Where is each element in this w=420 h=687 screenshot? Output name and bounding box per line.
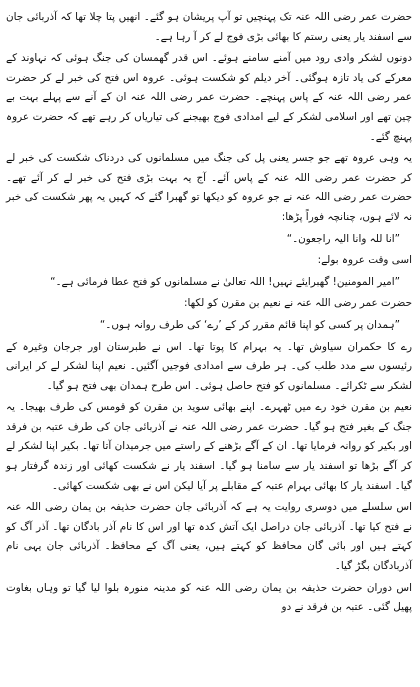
paragraph-4: اسی وقت عروہ بولے: bbox=[317, 254, 412, 267]
paragraph-8: اس سلسلے میں دوسری روایت یہ ہے کہ آذربائی جان حضرت حذیفہ بن یمان رضی اللہ عنہ نے فتح کیا تھا۔ آذربائی جان دراصل ایک آتش کدہ تھا اور اس کا نام آذر بادگان تھا۔ آذر آگ کو کہتے ہیں اور بائی گان محافظ کو کہتے ہیں، یعنی آگ کے محافظ۔ آذربائی جان یہی نام آذربادگان بگڑ گیا۔ bbox=[6, 501, 412, 573]
paragraph-3: یہ وہی عروہ تھے جو جسر یعنی پل کی جنگ میں مسلمانوں کی دردناک شکست کی خبر لے کر حضرت عمر رضی اللہ عنہ کے پاس آئے۔ آج یہ بہت بڑی فتح کی خبر لے کر آئے تھے۔ حضرت عمر رضی اللہ عنہ نے جو عروہ کو دیکھا تو گھبرا گئے کہ کہیں یہ پھر شکست کی خبر نہ لائے ہوں، چنانچہ فوراً پڑھا: bbox=[6, 152, 412, 223]
paragraph-1: حضرت عمر رضی اللہ عنہ تک پہنچیں تو آپ پریشان ہو گئے۔ انھیں پتا چلا تھا کہ آذربائی جان سے اسفند یار یعنی رستم کا بھائی بڑی فوج لے کر آ رہا ہے۔ bbox=[6, 11, 412, 43]
quote-hamdan-order: ”ہمدان پر کسی کو اپنا قائم مقرر کر کے ’رے‘ کی طرف روانہ ہوں۔“ bbox=[99, 318, 400, 331]
paragraph-7: نعیم بن مقرن خود رے میں ٹھہرے۔ اپنے بھائی سوید بن مقرن کو قومس کی طرف بھیجا۔ یہ جنگ کے بغیر فتح ہو گیا۔ حضرت عمر رضی اللہ عنہ نے آذربائی جان کی طرف عتبہ بن فرقد اور بکیر کو روانہ فرمایا تھا۔ ان کے آگے بڑھنے کے راستے میں جرمیدان آتا تھا۔ بکیر اپنا لشکر لے کر آگے بڑھا تو اسفند یار سے سامنا ہو گیا۔ اسفند یار نے شکست کھائی اور زندہ گرفتار ہو گیا۔ اسفند یار کا بھائی بہرام عتبہ کے مقابلے پر آیا لیکن اس نے بھی شکست کھائی۔ bbox=[6, 401, 412, 492]
paragraph-5: حضرت عمر رضی اللہ عنہ نے نعیم بن مقرن کو لکھا: bbox=[183, 297, 412, 310]
quote-inna-lillahi: ”انا للہ وانا الیہ راجعون۔“ bbox=[286, 232, 400, 245]
quote-ameer-ul-momineen: ”امیر المومنین! گھبرایئے نہیں! اللہ تعالیٰ نے مسلمانوں کو فتح عطا فرمائی ہے۔“ bbox=[50, 275, 400, 288]
paragraph-6: رے کا حکمران سیاوش تھا۔ یہ بہرام کا پوتا تھا۔ اس نے طبرستان اور جرجان وغیرہ کے رئیسوں سے مدد طلب کی۔ ہر طرف سے امدادی فوجیں آگئیں۔ نعیم اپنا لشکر لے کر ایرانی لشکر سے ٹکرائے۔ مسلمانوں کو فتح حاصل ہوئی۔ اس طرح ہمدان بھی فتح ہو گیا۔ bbox=[6, 340, 412, 392]
paragraph-2: دونوں لشکر وادی رود میں آمنے سامنے ہوئے۔ اس قدر گھمسان کی جنگ ہوئی کہ نہاوند کے معرکے کی یاد تازہ ہوگئی۔ آخر دیلم کو شکست ہوئی۔ عروہ اس فتح کی خبر لے کر حضرت عمر رضی اللہ عنہ کے پاس پہنچے۔ حضرت عمر رضی اللہ عنہ ان کے آنے سے پہلے بہت بے چین تھے اور اسلامی لشکر کے لیے امدادی فوج بھیجنے کی تیاریاں کر رہے تھے کہ حضرت عروہ پہنچ گئے۔ bbox=[6, 52, 412, 143]
paragraph-9: اس دوران حضرت حذیفہ بن یمان رضی اللہ عنہ کو مدینہ منورہ بلوا لیا گیا تو وہاں بغاوت پھیل گئی۔ عتبہ بن فرقد نے دو bbox=[6, 581, 412, 614]
